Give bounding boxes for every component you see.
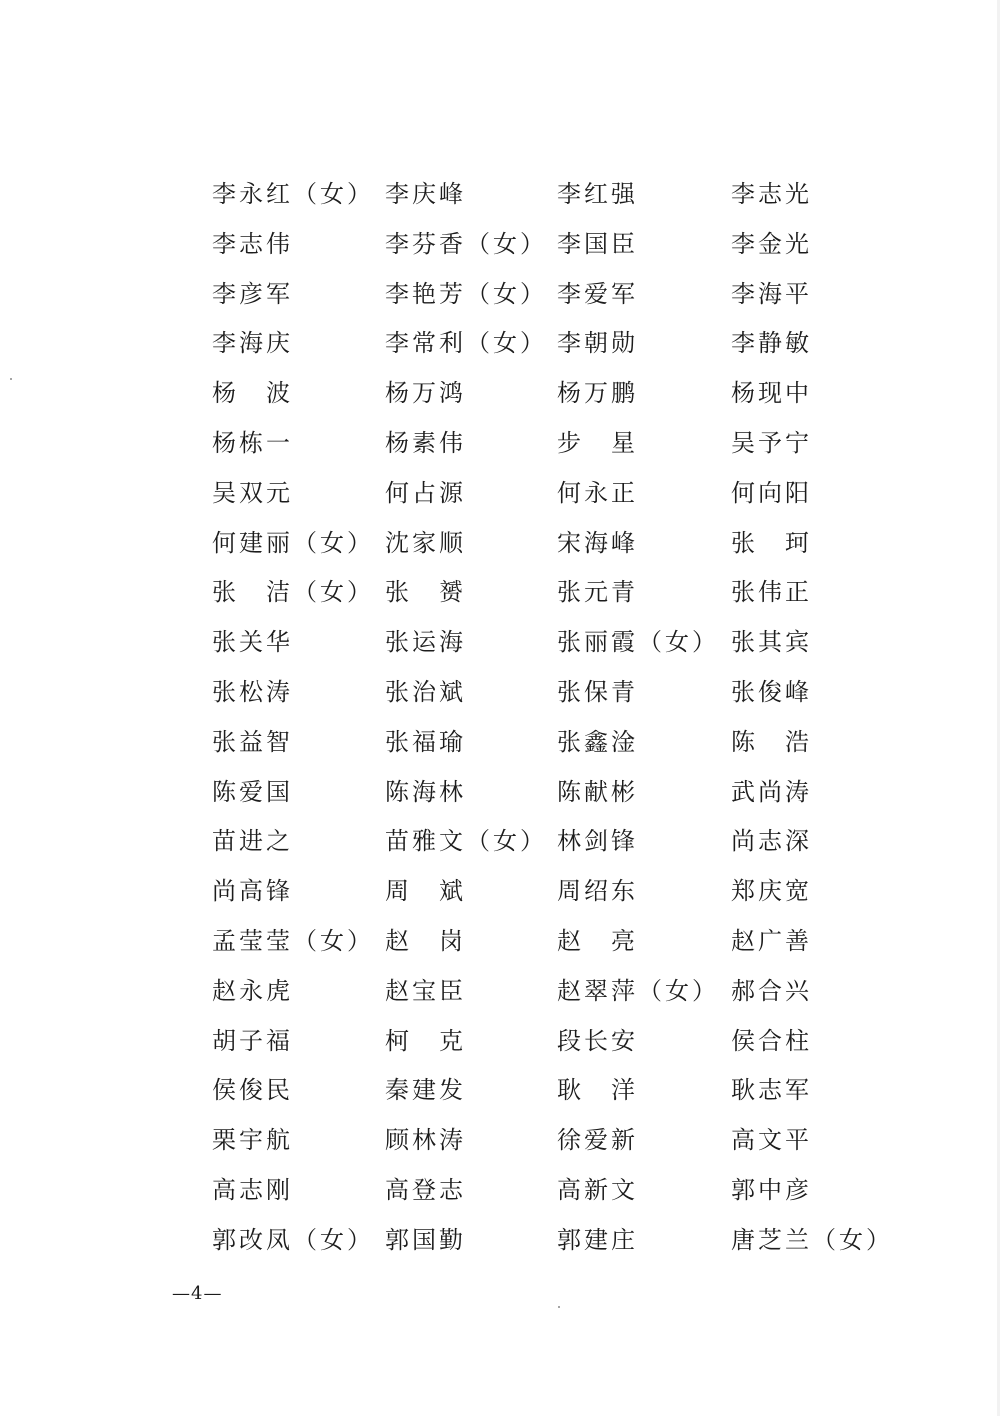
name-entry: 沈家顺 <box>385 528 466 557</box>
name-entry: 李静敏 <box>731 329 812 358</box>
name-entry: 李志光 <box>731 180 812 208</box>
name-entry: 何永正 <box>557 478 638 507</box>
name-entry: 高新文 <box>557 1175 638 1204</box>
name-entry: 李彦军 <box>212 279 293 308</box>
name-entry: 郭中彦 <box>731 1175 812 1204</box>
name-entry: 何向阳 <box>731 478 812 507</box>
name-entry: 陈 浩 <box>731 727 812 756</box>
name-entry: 杨栋一 <box>212 428 293 457</box>
name-entry: 吴予宁 <box>731 428 812 457</box>
name-entry: 张保青 <box>557 677 638 706</box>
name-entry: 周绍东 <box>557 877 638 906</box>
name-entry: 张 珂 <box>731 528 812 557</box>
name-entry: 段长安 <box>557 1026 638 1055</box>
name-entry: 张福瑜 <box>385 727 466 756</box>
name-entry: 步 星 <box>557 428 638 457</box>
name-entry: 孟莹莹（女） <box>212 926 374 955</box>
name-entry: 张 洁（女） <box>212 578 374 607</box>
name-entry: 陈爱国 <box>212 777 293 806</box>
name-entry: 吴双元 <box>212 478 293 507</box>
name-entry: 张益智 <box>212 727 293 756</box>
name-entry: 尚志深 <box>731 827 812 856</box>
name-entry: 栗宇航 <box>212 1126 293 1155</box>
name-entry: 苗雅文（女） <box>385 827 547 856</box>
name-entry: 赵翠萍（女） <box>557 976 719 1005</box>
name-entry: 何建丽（女） <box>212 528 374 557</box>
name-entry: 李永红（女） <box>212 180 374 208</box>
name-entry: 秦建发 <box>385 1076 466 1105</box>
name-entry: 唐芝兰（女） <box>731 1225 893 1254</box>
name-entry: 李海庆 <box>212 329 293 358</box>
name-entry: 李海平 <box>731 279 812 308</box>
name-entry: 李金光 <box>731 229 812 258</box>
name-entry: 郭国勤 <box>385 1225 466 1254</box>
name-entry: 柯 克 <box>385 1026 466 1055</box>
name-entry: 郝合兴 <box>731 976 812 1005</box>
name-entry: 陈海林 <box>385 777 466 806</box>
name-entry: 高志刚 <box>212 1175 293 1204</box>
name-entry: 张元青 <box>557 578 638 607</box>
name-entry: 耿志军 <box>731 1076 812 1105</box>
name-entry: 李艳芳（女） <box>385 279 547 308</box>
scan-speck <box>558 1306 560 1308</box>
name-entry: 高文平 <box>731 1126 812 1155</box>
name-entry: 李朝勋 <box>557 329 638 358</box>
name-entry: 苗进之 <box>212 827 293 856</box>
name-entry: 李庆峰 <box>385 180 466 208</box>
name-entry: 郭改凤（女） <box>212 1225 374 1254</box>
name-entry: 杨万鹏 <box>557 379 638 408</box>
name-entry: 耿 洋 <box>557 1076 638 1105</box>
name-entry: 张丽霞（女） <box>557 628 719 657</box>
name-entry: 赵永虎 <box>212 976 293 1005</box>
page-number: —4— <box>172 1283 223 1304</box>
name-entry: 尚高锋 <box>212 877 293 906</box>
name-entry: 李芬香（女） <box>385 229 547 258</box>
name-entry: 郭建庄 <box>557 1225 638 1254</box>
name-entry: 张 赟 <box>385 578 466 607</box>
name-entry: 李红强 <box>557 180 638 208</box>
name-entry: 郑庆宽 <box>731 877 812 906</box>
name-entry: 李国臣 <box>557 229 638 258</box>
name-entry: 赵 岗 <box>385 926 466 955</box>
name-entry: 赵广善 <box>731 926 812 955</box>
name-entry: 杨万鸿 <box>385 379 466 408</box>
name-entry: 李志伟 <box>212 229 293 258</box>
name-entry: 徐爱新 <box>557 1126 638 1155</box>
name-entry: 张松涛 <box>212 677 293 706</box>
name-list <box>212 170 891 1266</box>
name-entry: 林剑锋 <box>557 827 638 856</box>
scan-speck <box>10 378 12 380</box>
name-entry: 张运海 <box>385 628 466 657</box>
name-entry: 顾林涛 <box>385 1126 466 1155</box>
name-entry: 周 斌 <box>385 877 466 906</box>
name-entry: 宋海峰 <box>557 528 638 557</box>
name-entry: 高登志 <box>385 1175 466 1204</box>
name-entry: 张鑫淦 <box>557 727 638 756</box>
name-entry: 胡子福 <box>212 1026 293 1055</box>
name-entry: 李爱军 <box>557 279 638 308</box>
name-entry: 张俊峰 <box>731 677 812 706</box>
name-entry: 何占源 <box>385 478 466 507</box>
name-entry: 陈献彬 <box>557 777 638 806</box>
name-entry: 杨现中 <box>731 379 812 408</box>
name-entry: 李常利（女） <box>385 329 547 358</box>
name-entry: 赵 亮 <box>557 926 638 955</box>
name-entry: 张伟正 <box>731 578 812 607</box>
name-entry: 侯合柱 <box>731 1026 812 1055</box>
name-entry: 杨 波 <box>212 379 293 408</box>
name-entry: 张治斌 <box>385 677 466 706</box>
name-entry: 张其宾 <box>731 628 812 657</box>
name-entry: 武尚涛 <box>731 777 812 806</box>
name-entry: 侯俊民 <box>212 1076 293 1105</box>
name-entry: 张关华 <box>212 628 293 657</box>
name-entry: 杨素伟 <box>385 428 466 457</box>
name-entry: 赵宝臣 <box>385 976 466 1005</box>
